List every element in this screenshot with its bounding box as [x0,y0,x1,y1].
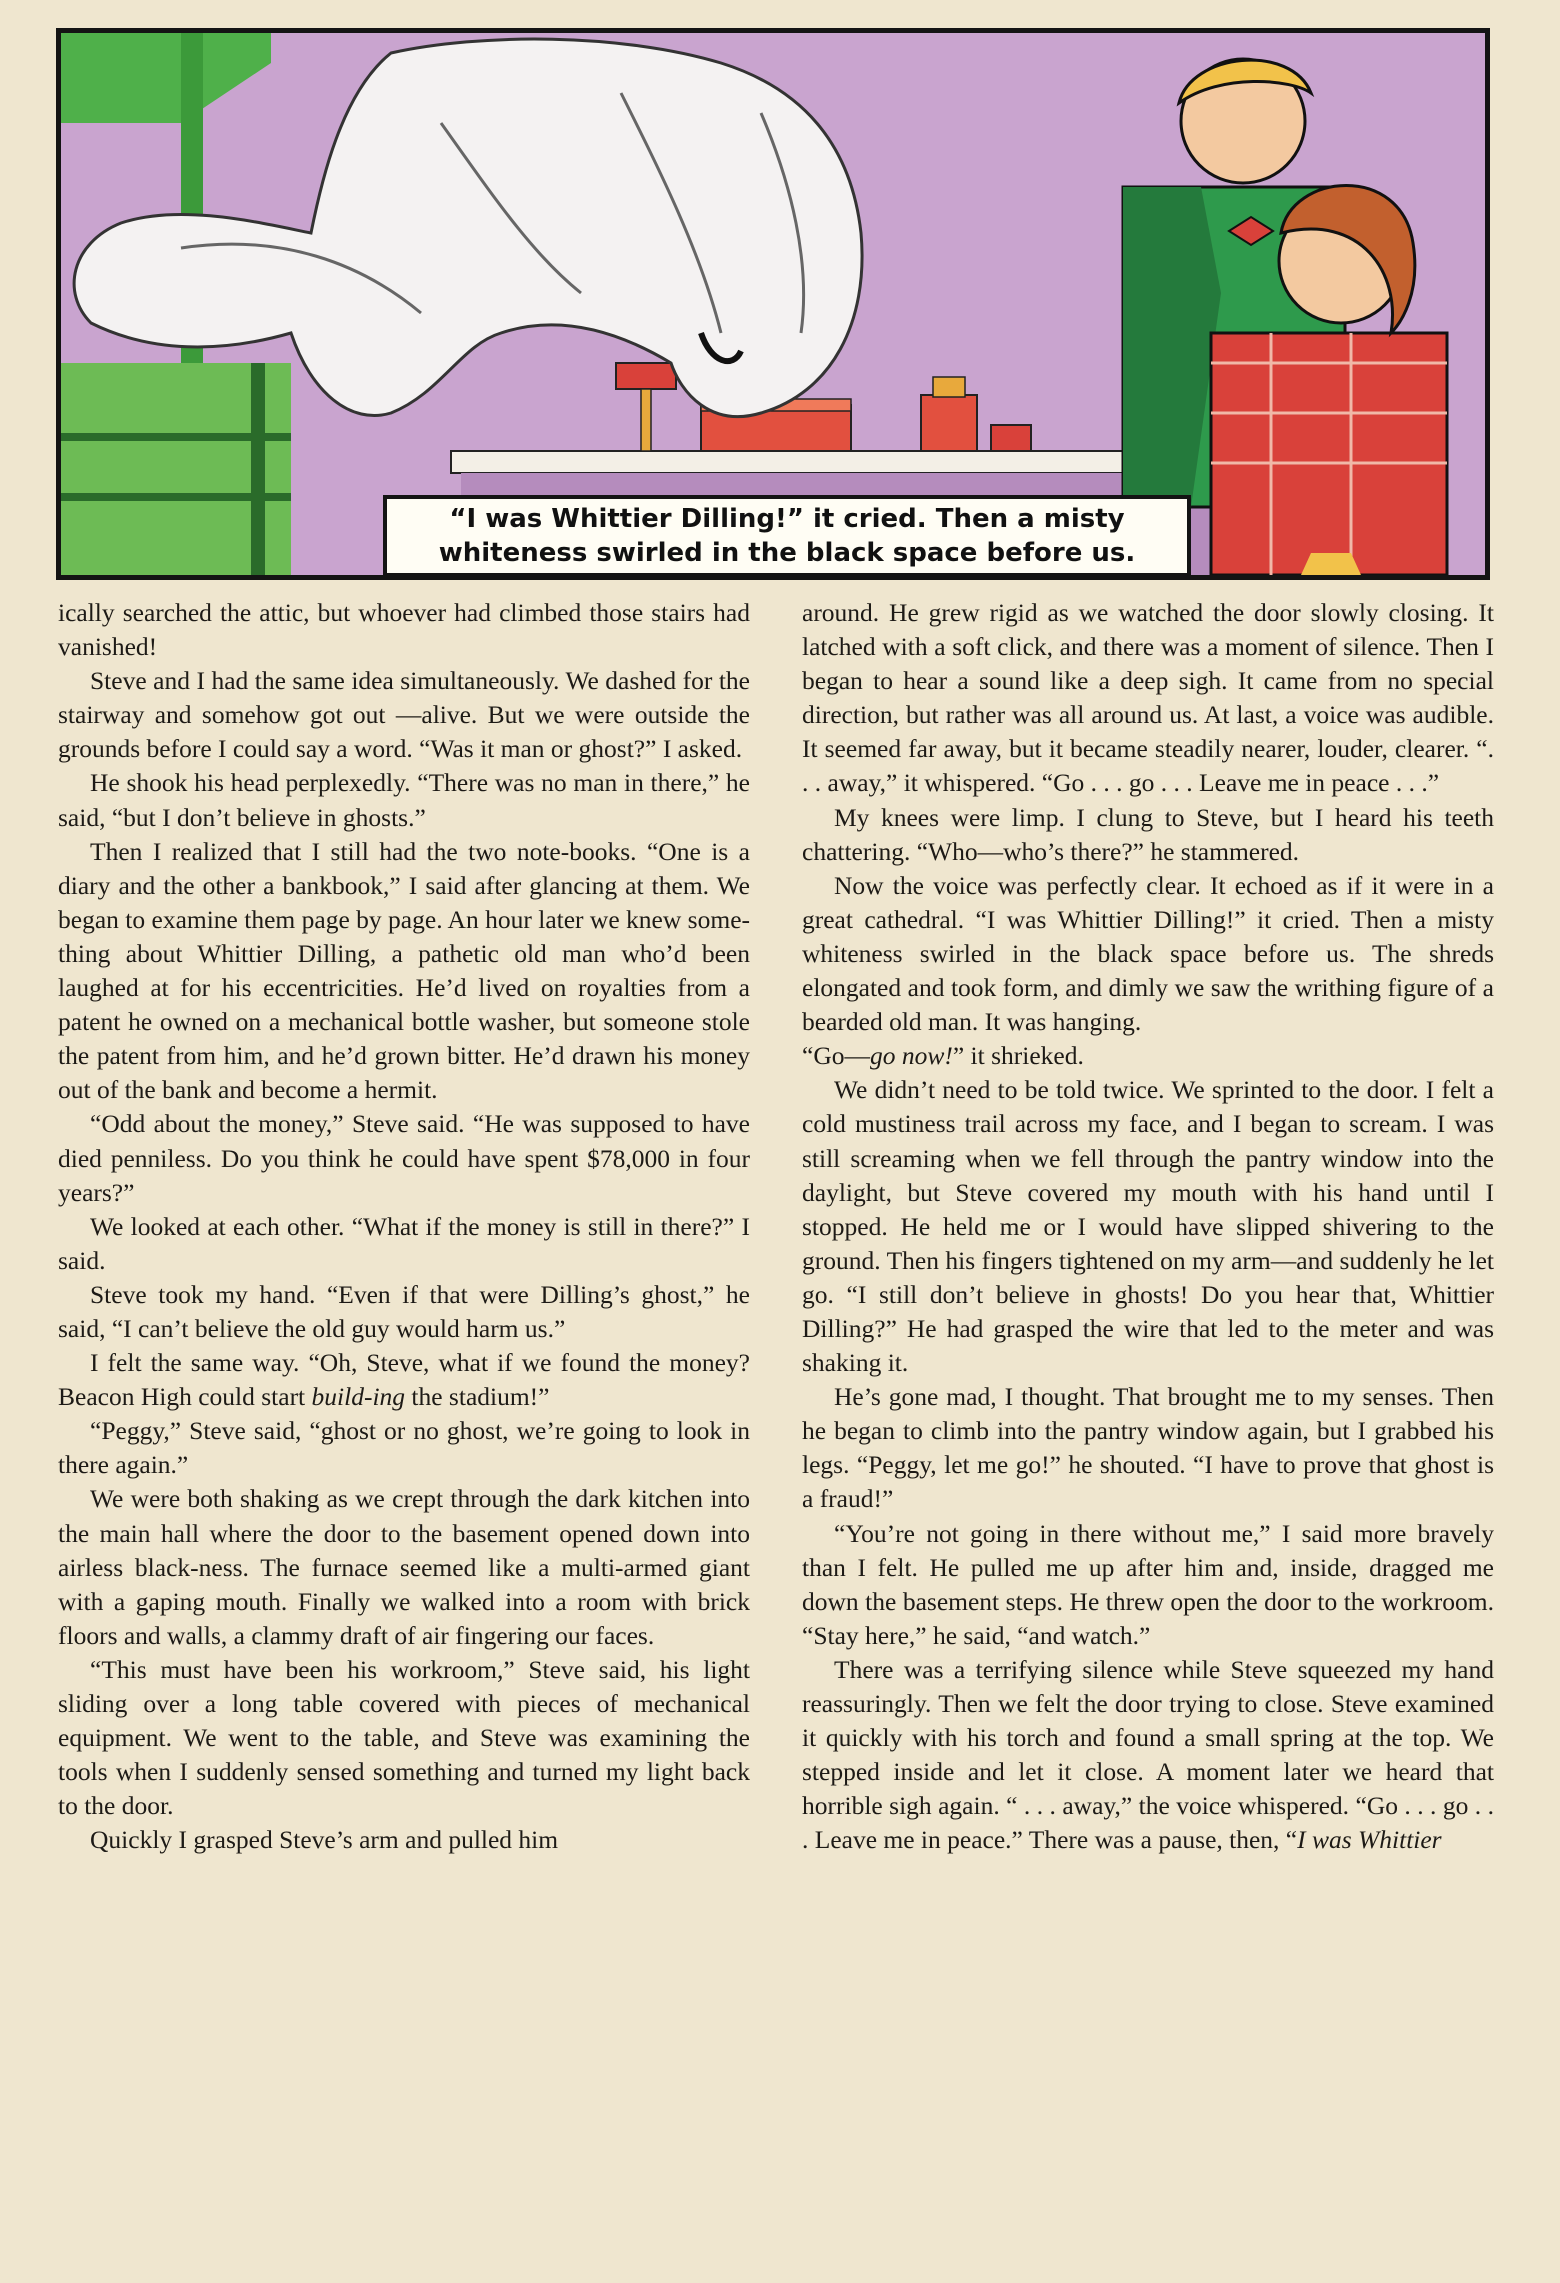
story-paragraph [802,1380,1494,1516]
paragraph-text: Steve took my hand. “Even if that were Dilling’s ghost,” he said, “I can’t believe the old guy would harm us.” [58,1279,750,1343]
story-paragraph [58,835,750,1108]
paragraph-text: “Peggy,” Steve said, “ghost or no ghost, we’re going to look in there again.” [58,1416,750,1480]
paragraph-text: Now the voice was perfectly clear. It echoed as if it were in a great cathedral. “I was Whittier Dilling!” it cried. Then a misty whiteness swirled in the black space before us. The shreds elongated and took form, and dimly we saw the writhing figure of a bearded old man. It was hanging. [802,870,1494,1037]
paragraph-text: He’s gone mad, I thought. That brought me to my senses. Then he began to climb into the pantry window again, but I grabbed his legs. “Peggy, let me go!” he shouted. “I have to prove that ghost is a fraud!” [802,1382,1494,1514]
story-paragraph [802,1517,1494,1653]
emphasized-text: I was Whittier [1297,1825,1442,1855]
story-paragraph [58,766,750,834]
panel-caption-line-1: “I was Whittier Dilling!” it cried. Then a misty [449,504,1125,534]
story-paragraph [802,1039,1494,1073]
paragraph-text: “Go— [802,1041,870,1071]
story-paragraph [58,1278,750,1346]
emphasized-text: go now! [869,1041,953,1071]
story-paragraph [58,1346,750,1414]
paragraph-text: He shook his head perplexedly. “There was no man in there,” he said, “but I don’t believe in ghosts.” [58,768,750,832]
text-column-right [802,596,1494,1857]
panel-caption [383,495,1191,577]
story-paragraph [802,1653,1494,1858]
story-paragraph [58,1107,750,1209]
story-paragraph [58,596,750,664]
paragraph-text: Quickly I grasped Steve’s arm and pulled him [90,1825,559,1855]
paragraph-text: We looked at each other. “What if the money is still in there?” I said. [58,1211,750,1275]
paragraph-text: There was a terrifying silence while Steve squeezed my hand reassuringly. Then we felt the door trying to close. Steve examined it quickly with his torch and found a small spring at the top. We stepped inside and let it close. A moment later we heard that horrible sigh again. “ . . . away,” the voice whispered. “Go . . . go . . . Leave me in peace.” There was a pause, then, “ [802,1654,1494,1855]
paragraph-text: “You’re not going in there without me,” I said more bravely than I felt. He pulled me up after him and, inside, dragged me down the basement steps. He threw open the door to the workroom. “Stay here,” he said, “and watch.” [802,1518,1494,1650]
paragraph-text: around. He grew rigid as we watched the door slowly closing. It latched with a soft click, and there was a moment of silence. Then I began to hear a sound like a deep sigh. It came from no special direction, but rather was all around us. At last, a voice was audible. It seemed far away, but it became steadily nearer, louder, clearer. “. . . away,” it whispered. “Go . . . go . . . Leave me in peace . . .” [802,598,1494,798]
paragraph-text: My knees were limp. I clung to Steve, but I heard his teeth chattering. “Who—who’s there?” he stammered. [802,802,1494,866]
story-paragraph [58,1823,750,1857]
illustration-panel [56,28,1490,580]
story-paragraph [802,1073,1494,1380]
story-paragraph [58,1414,750,1482]
paragraph-text: We didn’t need to be told twice. We sprinted to the door. I felt a cold mustiness trail across my face, and I began to scream. I was still screaming when we fell through the pantry window into the daylight, but Steve covered my mouth with his hand until I stopped. He held me or I would have slipped shivering to the ground. Then his fingers tightened on my arm—and suddenly he let go. “I still don’t believe in ghosts! Do you hear that, Whittier Dilling?” He had grasped the wire that led to the meter and was shaking it. [802,1075,1494,1378]
paragraph-text: “This must have been his workroom,” Steve said, his light sliding over a long table covered with pieces of mechanical equipment. We went to the table, and Steve was examining the tools when I suddenly sensed something and turned my light back to the door. [58,1654,750,1821]
story-paragraph [58,664,750,766]
paragraph-text: Then I realized that I still had the two note-books. “One is a diary and the other a bankbook,” I said after glancing at them. We began to examine them page by page. An hour later we knew some-thing about Whittier Dilling, a pathetic old man who’d been laughed at for his eccentricities. He’d lived on royalties from a patent he owned on a mechanical bottle washer, but someone stole the patent from him, and he’d grown bitter. He’d drawn his money out of the bank and become a hermit. [58,836,750,1105]
paragraph-text: “Odd about the money,” Steve said. “He was supposed to have died penniless. Do you think he could have spent $78,000 in four years?” [58,1109,750,1207]
paragraph-text: Steve and I had the same idea simultaneously. We dashed for the stairway and somehow got out —alive. But we were outside the grounds before I could say a word. “Was it man or ghost?” I asked. [58,666,750,764]
paragraph-text: ” it shrieked. [952,1041,1084,1071]
story-paragraph [802,596,1494,801]
story-paragraph [802,869,1494,1039]
story-paragraph [802,801,1494,869]
paragraph-text: the stadium!” [405,1382,550,1412]
story-paragraph [58,1482,750,1652]
story-paragraph [58,1653,750,1823]
panel-caption-line-2: whiteness swirled in the black space before us. [438,538,1136,568]
emphasized-text: build-ing [311,1382,406,1412]
ghost-scene-illustration [61,33,1485,575]
paragraph-text: We were both shaking as we crept through the dark kitchen into the main hall where the door to the basement opened down into airless black-ness. The furnace seemed like a multi-armed giant with a gaping mouth. Finally we walked into a room with brick floors and walls, a clammy draft of air fingering our faces. [58,1484,750,1650]
text-column-left [58,596,750,1857]
story-paragraph [58,1210,750,1278]
paragraph-text: ically searched the attic, but whoever had climbed those stairs had vanished! [58,598,750,662]
paragraph-text: I felt the same way. “Oh, Steve, what if we found the money? Beacon High could start [58,1348,750,1412]
